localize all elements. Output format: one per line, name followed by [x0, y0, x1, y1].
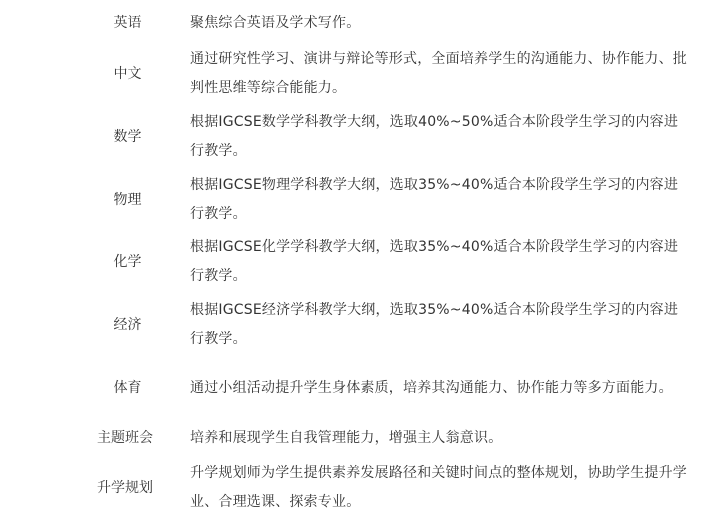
description-cell: 通过研究性学习、演讲与辩论等形式，全面培养学生的沟通能力、协作能力、批判性思维等综合能能力。 [190, 51, 687, 96]
subject-cell: 主题班会 [97, 430, 153, 446]
description-cell: 根据IGCSE经济学科教学大纲，选取35%~40%适合本阶段学生学习的内容进行教学。 [190, 302, 679, 347]
subject-cell: 英语 [113, 15, 142, 31]
description-cell: 培养和展现学生自我管理能力，增强主人翁意识。 [190, 429, 503, 446]
table-row [0, 232, 703, 292]
subject-cell: 体育 [113, 380, 142, 396]
table-row [0, 295, 703, 355]
description-cell: 根据IGCSE化学学科教学大纲，选取35%~40%适合本阶段学生学习的内容进行教学。 [190, 239, 679, 284]
description-cell: 根据IGCSE物理学科教学大纲，选取35%~40%适合本阶段学生学习的内容进行教学。 [190, 177, 679, 222]
subject-cell: 物理 [113, 192, 142, 208]
subject-cell: 经济 [113, 317, 142, 333]
table-row [0, 422, 703, 454]
subject-cell: 化学 [113, 254, 142, 270]
table-row [0, 107, 703, 167]
description-cell: 聚焦综合英语及学术写作。 [190, 14, 361, 31]
table-row [0, 8, 703, 38]
description-cell: 根据IGCSE数学学科教学大纲，选取40%~50%适合本阶段学生学习的内容进行教学。 [190, 114, 679, 159]
description-cell: 通过小组活动提升学生身体素质，培养其沟通能力、协作能力等多方面能力。 [190, 379, 673, 396]
subject-cell: 中文 [113, 66, 142, 82]
table-row [0, 458, 703, 518]
table-row [0, 170, 703, 230]
subject-cell: 升学规划 [97, 480, 153, 496]
subject-cell: 数学 [113, 129, 142, 145]
table-row [0, 44, 703, 104]
description-cell: 升学规划师为学生提供素养发展路径和关键时间点的整体规划，协助学生提升学业、合理选课、探索专业。 [190, 465, 687, 510]
table-row [0, 358, 703, 418]
